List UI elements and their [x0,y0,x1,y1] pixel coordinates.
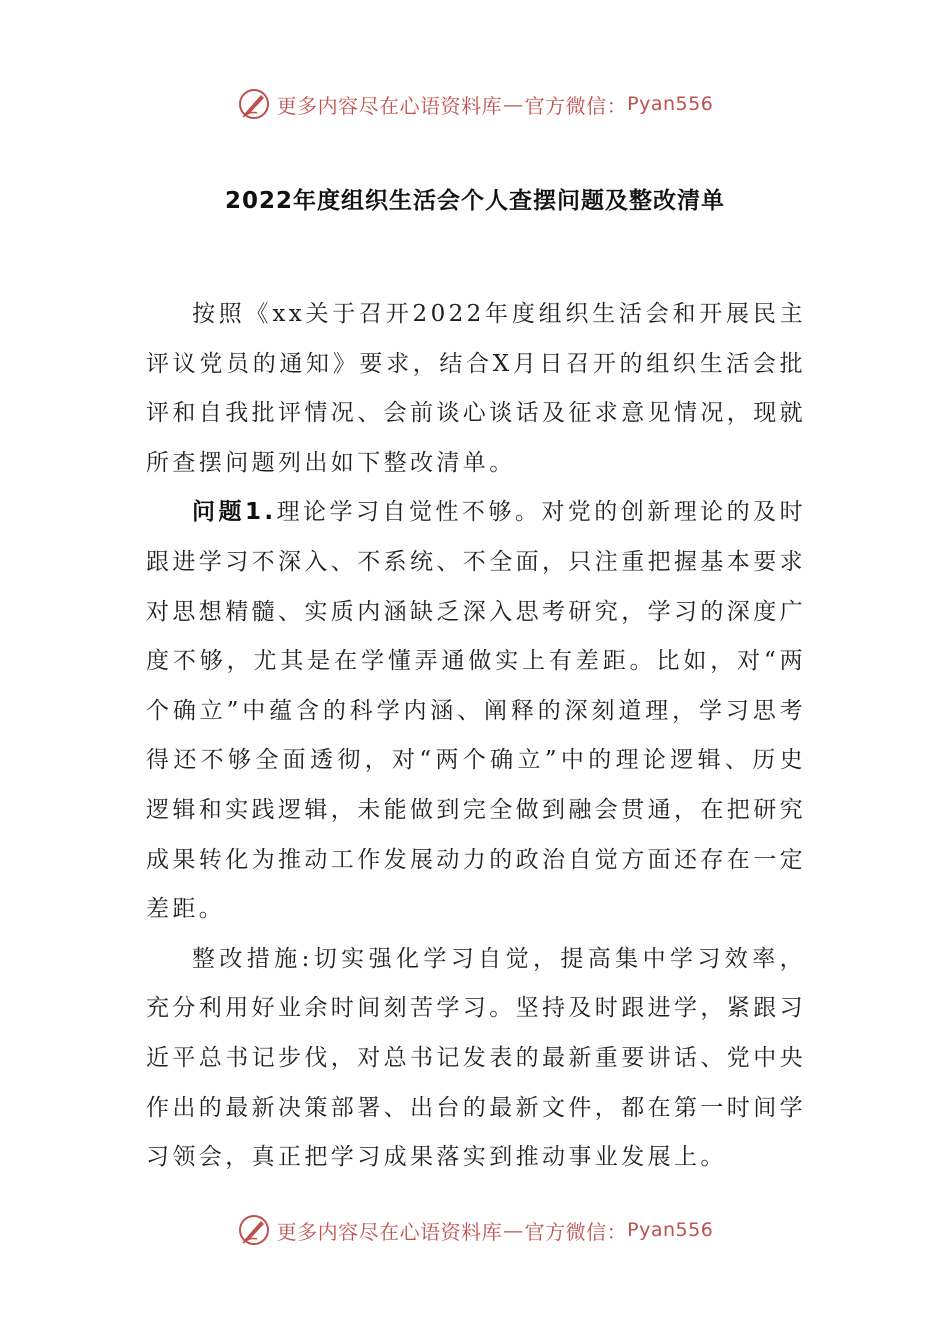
issue-1-label: 问题1. [192,499,277,526]
measure-1-paragraph: 整改措施:切实强化学习自觉，提高集中学习效率，充分利用好业余时间刻苦学习。坚持及时跟进学，紧跟习近平总书记步伐，对总书记发表的最新重要讲话、党中央作出的最新决策部署、出台的最新文件，都在第一时间学习领会，真正把学习成果落实到推动事业发展上。 [146,945,806,1171]
intro-paragraph: 按照《xx关于召开2022年度组织生活会和开展民主评议党员的通知》要求，结合X月日召开的组织生活会批评和自我批评情况、会前谈心谈话及征求意见情况，现就所查摆问题列出如下整改清单。 [146,301,806,476]
watermark-id: Pyan556 [627,93,714,115]
watermark-dash: — [503,92,524,116]
document-body [146,290,806,1183]
pen-logo-icon [237,1213,271,1247]
watermark-id: Pyan556 [627,1219,714,1241]
footer-watermark [0,1210,950,1250]
watermark-text: 更多内容尽在心语资料库 [276,1219,503,1244]
document-title: 2022年度组织生活会个人查摆问题及整改清单 [224,188,725,214]
pen-logo-icon [237,87,271,121]
watermark-official: 官方微信： [524,1219,628,1244]
watermark-official: 官方微信： [524,93,628,118]
issue-1-text: 理论学习自觉性不够。对党的创新理论的及时跟进学习不深入、不系统、不全面，只注重把握基本要求对思想精髓、实质内涵缺乏深入思考研究，学习的深度广度不够，尤其是在学懂弄通做实上有差距。比如，对“两个确立”中蕴含的科学内涵、阐释的深刻道理，学习思考得还不够全面透彻，对“两个确立”中的理论逻辑、历史逻辑和实践逻辑，未能做到完全做到融会贯通，在把研究成果转化为推动工作发展动力的政治自觉方面还存在一定差距。 [146,499,807,923]
watermark-dash: — [503,1218,524,1242]
header-watermark [0,84,950,124]
issue-1-paragraph [146,488,806,934]
watermark-text: 更多内容尽在心语资料库 [276,93,503,118]
